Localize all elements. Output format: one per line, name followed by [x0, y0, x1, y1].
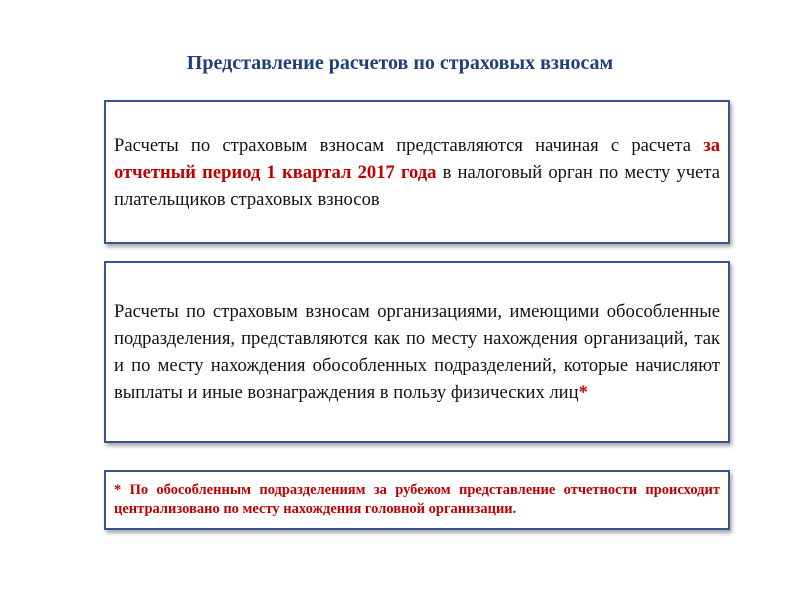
reporting-period-text-before: Расчеты по страховым взносам представляются начиная с расчета — [114, 134, 704, 156]
footnote-text: * По обособленным подразделениям за рубежом представление отчетности происходит централизовано по месту нахождения головной организации. — [114, 482, 720, 517]
info-box-reporting-period-text — [114, 132, 720, 213]
info-box-reporting-period — [104, 100, 730, 244]
info-box-separate-divisions — [104, 261, 730, 443]
reporting-period-highlight: за отчетный период 1 квартал 2017 года — [114, 134, 720, 183]
footnote-box — [104, 470, 730, 530]
info-box-separate-divisions-text — [114, 298, 720, 406]
reporting-period-text-after: в налоговый орган по месту учета плательщиков страховых взносов — [114, 161, 720, 210]
footnote-mark: * — [578, 382, 588, 403]
separate-divisions-text: Расчеты по страховым взносам организациями, имеющими обособленные подразделения, представляются как по месту нахождения организаций, так и по месту нахождения обособленных подразделений, которые начисляют выплаты и иные вознаграждения в пользу физических лиц — [114, 301, 720, 403]
page-title: Представление расчетов по страховых взносам — [186, 52, 614, 74]
